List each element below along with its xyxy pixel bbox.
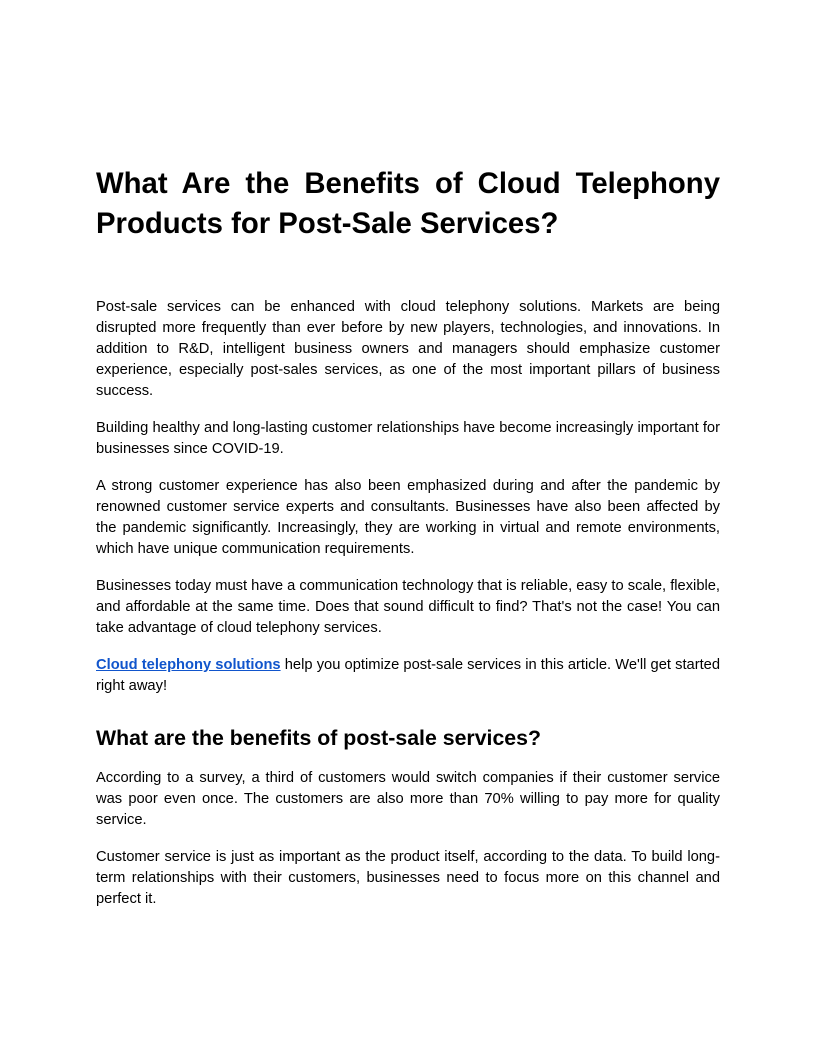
page-title-line-2: Products for Post-Sale Services? — [96, 207, 559, 240]
survey-paragraph: According to a survey, a third of customers would switch companies if their customer service was poor even once. The customers are also more than 70% willing to pay more for quality service. — [96, 770, 720, 828]
covid-paragraph: Building healthy and long-lasting customer relationships have become increasingly important for businesses since COVID-19. — [96, 420, 720, 457]
section-heading: What are the benefits of post-sale services? — [96, 726, 541, 750]
page-title — [96, 164, 720, 244]
document-page — [96, 164, 720, 910]
intro-paragraph: Post-sale services can be enhanced with cloud telephony solutions. Markets are being disrupted more frequently than ever before by new players, technologies, and innovations. In addition to R&D, intelligent business owners and managers should emphasize customer experience, especially post-sales services, as one of the most important pillars of business success. — [96, 299, 720, 399]
technology-paragraph: Businesses today must have a communication technology that is reliable, easy to scale, flexible, and affordable at the same time. Does that sound difficult to find? That's not the case! You can take advantage of cloud telephony services. — [96, 578, 720, 636]
cloud-telephony-link[interactable]: Cloud telephony solutions — [96, 657, 281, 673]
link-paragraph — [96, 655, 720, 697]
customer-service-paragraph: Customer service is just as important as the product itself, according to the data. To build long-term relationships with their customers, businesses need to focus more on this channel and perfect it. — [96, 849, 720, 907]
link-paragraph-text: help you optimize post-sale services in this article. We'll get started right away! — [96, 657, 721, 694]
pandemic-paragraph: A strong customer experience has also been emphasized during and after the pandemic by renowned customer service experts and consultants. Businesses have also been affected by the pandemic significantly. Increasingly, they are working in virtual and remote environments, which have unique communication requirements. — [96, 478, 720, 557]
page-title-line-1: What Are the Benefits of Cloud Telephony — [96, 167, 720, 200]
